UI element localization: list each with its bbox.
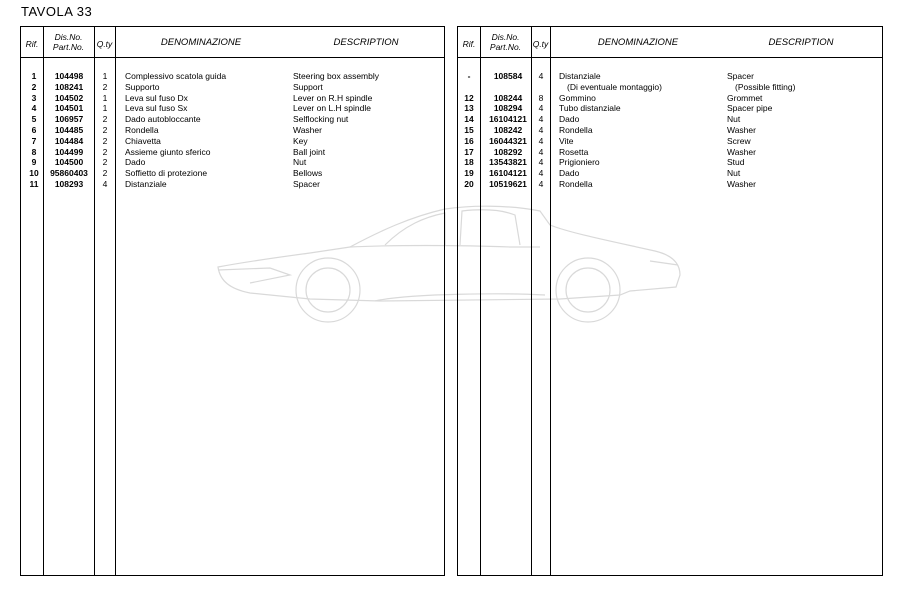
description-cell: Grommet <box>727 92 763 103</box>
header-qty: Q.ty <box>96 39 113 49</box>
denominazione-cell: Leva sul fuso Sx <box>125 103 188 114</box>
denominazione-cell: Leva sul fuso Dx <box>125 92 188 103</box>
description-cell: Nut <box>727 114 741 125</box>
qty-cell: 1 <box>102 92 108 103</box>
qty-cell: 2 <box>102 81 108 92</box>
description-cell: Support <box>293 81 323 92</box>
ref-cell: 9 <box>31 157 37 168</box>
table-row <box>458 125 882 136</box>
header-part-line1: Dis.No. <box>491 32 520 42</box>
part-cell: 108241 <box>54 81 84 92</box>
header-denominazione: DENOMINAZIONE <box>597 37 679 48</box>
qty-cell: 2 <box>102 135 108 146</box>
description-cell: Steering box assembly <box>293 71 379 81</box>
ref-cell: 5 <box>31 114 37 125</box>
part-cell: 104502 <box>54 92 84 103</box>
qty-cell: 2 <box>102 157 108 168</box>
table-row <box>21 136 444 147</box>
denominazione-cell: Prigioniero <box>559 157 600 168</box>
part-cell: 104485 <box>54 124 84 135</box>
part-cell: 104499 <box>54 146 84 157</box>
header-ref: Rif. <box>462 39 476 49</box>
table-row <box>21 125 444 136</box>
qty-cell: 2 <box>102 168 108 179</box>
denominazione-cell: Vite <box>559 135 574 146</box>
description-cell: Spacer <box>727 71 754 81</box>
part-cell: 108244 <box>493 92 523 103</box>
header-description: DESCRIPTION <box>768 37 834 48</box>
denominazione-cell: Rondella <box>559 178 593 189</box>
table-row <box>21 147 444 158</box>
ref-cell: 3 <box>31 92 37 103</box>
table-row <box>458 71 882 82</box>
ref-cell: 15 <box>464 124 474 135</box>
denominazione-cell: Tubo distanziale <box>559 103 621 114</box>
table-row <box>21 82 444 93</box>
denominazione-cell: Dado autobloccante <box>125 114 201 125</box>
qty-cell: 4 <box>538 178 544 189</box>
denominazione-cell: Rosetta <box>559 146 589 157</box>
qty-cell: 4 <box>538 71 544 81</box>
part-cell: 95860403 <box>50 168 88 179</box>
table-row <box>458 114 882 125</box>
table-row <box>458 179 882 190</box>
qty-cell: 2 <box>102 124 108 135</box>
qty-cell: 8 <box>538 92 544 103</box>
qty-cell: 4 <box>538 103 544 114</box>
ref-cell: 20 <box>464 178 474 189</box>
description-cell: Lever on L.H spindle <box>293 103 371 114</box>
description-cell: Nut <box>727 168 741 179</box>
rows-left <box>21 71 444 190</box>
part-cell: 104500 <box>54 157 84 168</box>
description-cell: Spacer <box>293 178 320 189</box>
denominazione-cell: Supporto <box>125 81 160 92</box>
table-row <box>21 93 444 104</box>
table-row <box>458 157 882 168</box>
qty-cell: 4 <box>538 168 544 179</box>
header-qty: Q.ty <box>532 39 549 49</box>
part-cell: 16044321 <box>489 135 527 146</box>
denominazione-cell: Distanziale <box>125 178 167 189</box>
table-row <box>21 168 444 179</box>
header-denominazione: DENOMINAZIONE <box>160 37 242 48</box>
table-row <box>458 168 882 179</box>
header-divider <box>458 57 882 58</box>
ref-cell: 18 <box>464 157 474 168</box>
description-cell: Stud <box>727 157 745 168</box>
ref-cell: 17 <box>464 146 474 157</box>
description-cell: Washer <box>727 146 756 157</box>
part-cell: 104484 <box>54 135 84 146</box>
ref-cell: 14 <box>464 114 474 125</box>
ref-cell: 4 <box>31 103 37 114</box>
table-row <box>458 136 882 147</box>
denominazione-cell: Assieme giunto sferico <box>125 146 211 157</box>
denominazione-cell: Complessivo scatola guida <box>125 71 227 81</box>
parts-table-left <box>20 26 445 576</box>
qty-cell: 1 <box>102 71 108 81</box>
qty-cell: 1 <box>102 103 108 114</box>
description-cell: (Possible fitting) <box>735 81 796 92</box>
ref-cell: 7 <box>31 135 37 146</box>
qty-cell: 4 <box>538 114 544 125</box>
qty-cell: 2 <box>102 146 108 157</box>
qty-cell: 4 <box>538 146 544 157</box>
table-row <box>458 147 882 158</box>
denominazione-cell: Rondella <box>125 124 159 135</box>
table-row <box>21 157 444 168</box>
header-divider <box>21 57 444 58</box>
description-cell: Washer <box>293 124 322 135</box>
description-cell: Bellows <box>293 168 323 179</box>
table-row <box>21 114 444 125</box>
rows-right <box>458 71 882 190</box>
denominazione-cell: Soffietto di protezione <box>125 168 208 179</box>
qty-cell: 4 <box>538 135 544 146</box>
parts-table-right <box>457 26 883 576</box>
table-row <box>458 93 882 104</box>
ref-cell: 1 <box>31 71 37 81</box>
header-description: DESCRIPTION <box>333 37 399 48</box>
ref-cell: 2 <box>31 81 37 92</box>
table-row <box>21 103 444 114</box>
table-row <box>21 71 444 82</box>
part-cell: 108293 <box>54 178 84 189</box>
qty-cell: 4 <box>102 178 108 189</box>
part-cell: 13543821 <box>489 157 527 168</box>
description-cell: Selflocking nut <box>293 114 349 125</box>
qty-cell: 4 <box>538 157 544 168</box>
part-cell: 108584 <box>493 71 523 81</box>
part-cell: 16104121 <box>489 114 527 125</box>
part-cell: 108294 <box>493 103 523 114</box>
description-cell: Nut <box>293 157 307 168</box>
denominazione-cell: Rondella <box>559 124 593 135</box>
description-cell: Lever on R.H spindle <box>293 92 373 103</box>
denominazione-cell: Dado <box>559 114 580 125</box>
description-cell: Washer <box>727 124 756 135</box>
part-cell: 104498 <box>54 71 84 81</box>
header-part-no <box>43 32 94 52</box>
description-cell: Screw <box>727 135 751 146</box>
header-part-line2: Part.No. <box>489 42 522 52</box>
denominazione-cell: Distanziale <box>559 71 601 81</box>
header-part-no <box>480 32 531 52</box>
ref-cell: - <box>467 71 471 81</box>
header-part-line1: Dis.No. <box>54 32 83 42</box>
qty-cell: 2 <box>102 114 108 125</box>
denominazione-cell: Dado <box>559 168 580 179</box>
part-cell: 106957 <box>54 114 84 125</box>
part-cell: 16104121 <box>489 168 527 179</box>
denominazione-cell: Chiavetta <box>125 135 161 146</box>
ref-cell: 19 <box>464 168 474 179</box>
ref-cell: 6 <box>31 124 37 135</box>
header-part-line2: Part.No. <box>52 42 85 52</box>
description-cell: Ball joint <box>293 146 326 157</box>
ref-cell: 11 <box>29 178 39 189</box>
table-row <box>21 179 444 190</box>
description-cell: Key <box>293 135 308 146</box>
header-ref: Rif. <box>25 39 39 49</box>
ref-cell: 12 <box>464 92 474 103</box>
denominazione-cell: (Di eventuale montaggio) <box>567 81 662 92</box>
description-cell: Spacer pipe <box>727 103 773 114</box>
denominazione-cell: Dado <box>125 157 146 168</box>
denominazione-cell: Gommino <box>559 92 596 103</box>
part-cell: 104501 <box>54 103 84 114</box>
ref-cell: 16 <box>464 135 474 146</box>
description-cell: Washer <box>727 178 756 189</box>
part-cell: 10519621 <box>489 178 527 189</box>
part-cell: 108292 <box>493 146 523 157</box>
part-cell: 108242 <box>493 124 523 135</box>
ref-cell: 10 <box>29 168 39 179</box>
table-row <box>458 82 882 93</box>
table-row <box>458 103 882 114</box>
ref-cell: 13 <box>464 103 474 114</box>
page-title: TAVOLA 33 <box>21 4 93 19</box>
qty-cell: 4 <box>538 124 544 135</box>
ref-cell: 8 <box>31 146 37 157</box>
